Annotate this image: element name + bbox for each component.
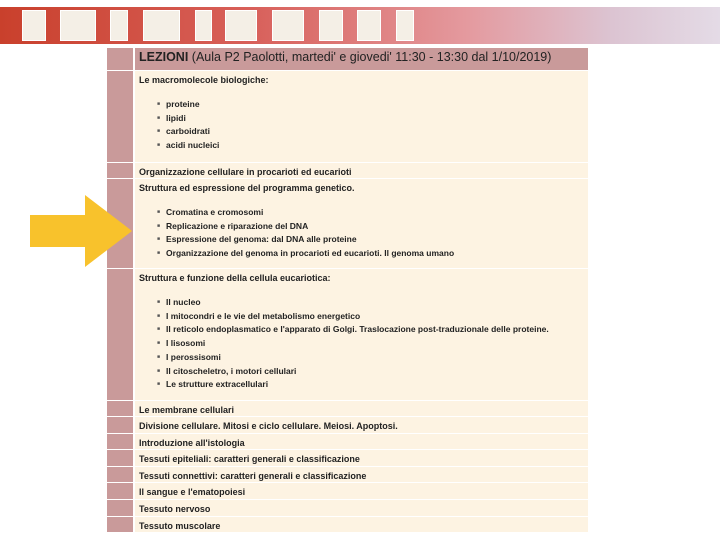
row-title: Tessuti connettivi: caratteri generali e classificazione: [139, 471, 367, 481]
chromosome-image: [195, 10, 212, 41]
arrow-right-icon: [30, 195, 132, 267]
plant-image: [319, 10, 343, 41]
flower-image: [22, 10, 46, 41]
list-item: ■ Cromatina e cromosomi: [157, 206, 584, 220]
mouse-image: [357, 10, 381, 41]
list-item: ■ Il nucleo: [157, 296, 584, 310]
list-item: ■ carboidrati: [157, 125, 584, 139]
header-banner: [0, 7, 720, 44]
table-row: [107, 517, 588, 533]
computer-image: [272, 10, 304, 41]
row-title: Struttura e funzione della cellula eucariotica:: [139, 273, 331, 283]
list-item: ■ proteine: [157, 98, 584, 112]
row-title: Tessuto muscolare: [139, 521, 221, 531]
row-title: Le membrane cellulari: [139, 405, 235, 415]
table-row: [107, 401, 588, 417]
table-row: [107, 467, 588, 483]
table-row: [107, 500, 588, 517]
row-title: Introduzione all'istologia: [139, 438, 245, 448]
list-item: ■ Espressione del genoma: dal DNA alle proteine: [157, 233, 584, 247]
row-title: Divisione cellulare. Mitosi e ciclo cellulare. Meiosi. Apoptosi.: [139, 421, 398, 431]
dna-strand-image: [143, 10, 180, 41]
table-row: [107, 269, 588, 401]
table-row: [107, 417, 588, 434]
row-title: Il sangue e l'ematopoiesi: [139, 487, 246, 497]
table-row: [107, 434, 588, 450]
list-item: ■ Il reticolo endoplasmatico e l'apparato di Golgi. Traslocazione post-traduzionale delle proteine.: [157, 323, 584, 337]
list-item: ■ I mitocondri e le vie del metabolismo energetico: [157, 310, 584, 324]
list-item: ■ I perossisomi: [157, 351, 584, 365]
list-item: ■ I lisosomi: [157, 337, 584, 351]
list-item: ■ Le strutture extracellulari: [157, 378, 584, 392]
list-item: ■ acidi nucleici: [157, 139, 584, 153]
topic-list: [157, 98, 584, 153]
table-title: LEZIONI (Aula P2 Paolotti, martedi' e giovedi' 11:30 - 13:30 dal 1/10/2019): [135, 48, 588, 70]
topic-list: [157, 296, 584, 392]
row-title: Tessuti epiteliali: caratteri generali e classificazione: [139, 454, 360, 464]
table-row: [107, 163, 588, 179]
lessons-table: [107, 48, 588, 533]
row-title: Organizzazione cellulare in procarioti ed eucarioti: [139, 167, 352, 177]
list-item: ■ Il citoscheletro, i motori cellulari: [157, 365, 584, 379]
table-header: [107, 48, 588, 71]
portrait-image: [110, 10, 128, 41]
list-item: ■ Replicazione e riparazione del DNA: [157, 220, 584, 234]
fruit-fly-image: [60, 10, 96, 41]
list-item: ■ lipidi: [157, 112, 584, 126]
table-row: [107, 71, 588, 163]
row-title: Le macromolecole biologiche:: [139, 75, 269, 85]
row-title: Struttura ed espressione del programma genetico.: [139, 183, 355, 193]
list-item: ■ Organizzazione del genoma in procarioti ed eucarioti. Il genoma umano: [157, 247, 584, 261]
row-title: Tessuto nervoso: [139, 504, 211, 514]
table-row: [107, 179, 588, 269]
puppy-image: [225, 10, 257, 41]
topic-list: [157, 206, 584, 261]
table-row: [107, 483, 588, 500]
table-row: [107, 450, 588, 467]
sunflower-image: [396, 10, 414, 41]
